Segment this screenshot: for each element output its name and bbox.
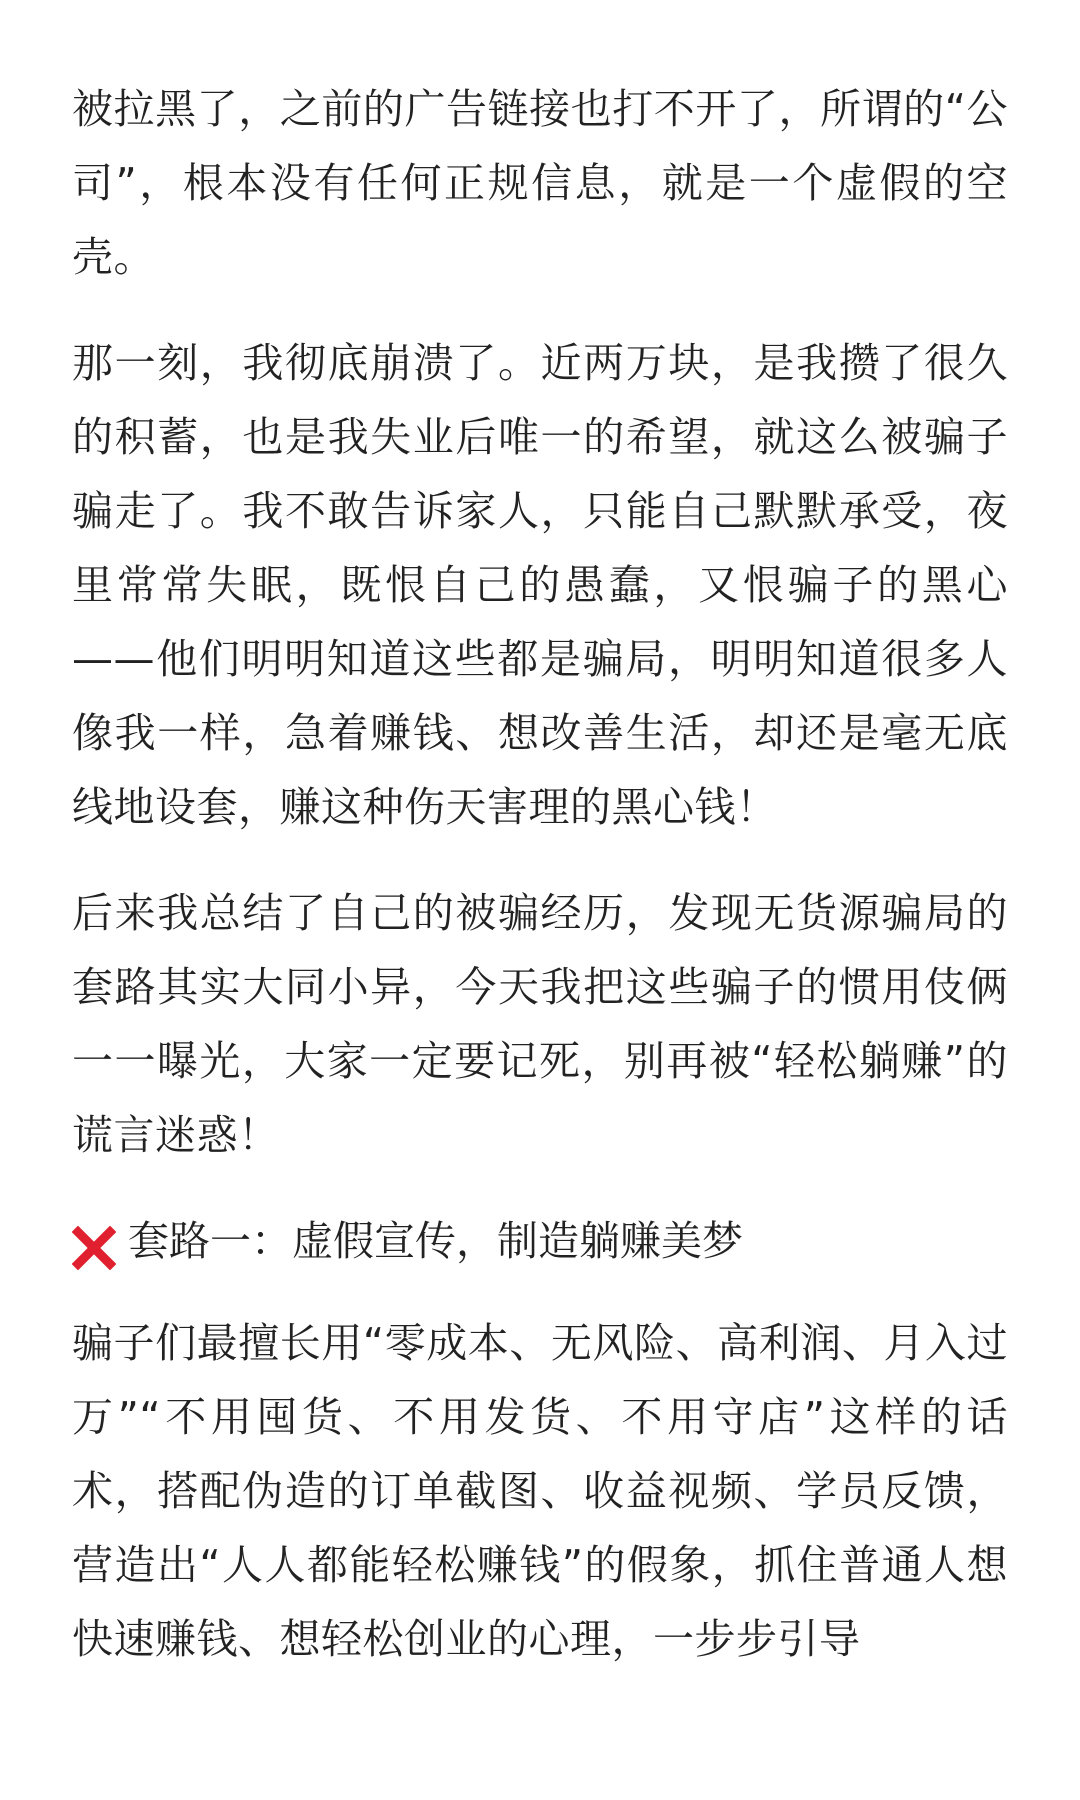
red-x-mark-icon bbox=[72, 1219, 116, 1263]
paragraph-blacklisted: 被拉黑了，之前的广告链接也打不开了，所谓的“公司”，根本没有任何正规信息，就是一个虚假的空壳。 bbox=[72, 85, 1008, 281]
paragraph-breakdown: 那一刻，我彻底崩溃了。近两万块，是我攒了很久的积蓄，也是我失业后唯一的希望，就这么被骗子骗走了。我不敢告诉家人，只能自己默默承受，夜里常常失眠，既恨自己的愚蠢，又恨骗子的黑心——他们明明知道这些都是骗局，明明知道很多人像我一样，急着赚钱、想改善生活，却还是毫无底线地设套，赚这种伤天害理的黑心钱！ bbox=[72, 339, 1008, 831]
paragraph-tactic-one: 骗子们最擅长用“零成本、无风险、高利润、月入过万”“不用囤货、不用发货、不用守店”这样的话术，搭配伪造的订单截图、收益视频、学员反馈，营造出“人人都能轻松赚钱”的假象，抓住普通人想快速赚钱、想轻松创业的心理，一步步引导 bbox=[72, 1319, 1008, 1663]
section-heading-text: 套路一：虚假宣传，制造躺赚美梦 bbox=[128, 1217, 743, 1265]
paragraph-summary: 后来我总结了自己的被骗经历，发现无货源骗局的套路其实大同小异，今天我把这些骗子的惯用伎俩一一曝光，大家一定要记死，别再被“轻松躺赚”的谎言迷惑！ bbox=[72, 889, 1008, 1159]
section-heading bbox=[72, 1204, 1008, 1278]
